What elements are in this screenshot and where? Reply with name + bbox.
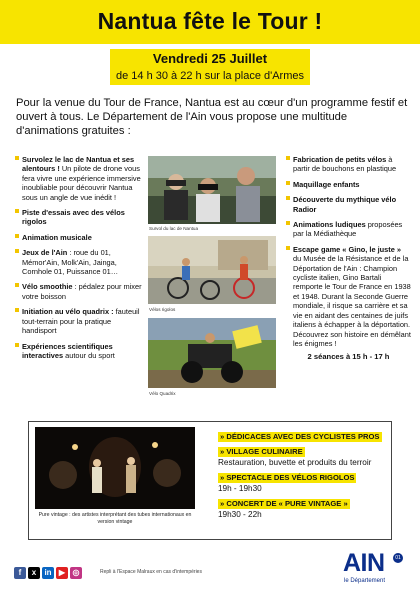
bullet-icon [15, 234, 19, 238]
item-title: Expériences scientifiques interactives [22, 341, 113, 360]
list-item [218, 472, 388, 494]
list-item [218, 498, 388, 520]
youtube-icon[interactable]: ▶ [56, 567, 68, 579]
escape-game-sessions: 2 séances à 15 h - 17 h [307, 352, 390, 362]
item-title: Animations ludiques [293, 220, 366, 230]
list-item [218, 446, 388, 468]
item-body: du Musée de la Résistance et de la Déportation de l'Ain : Champion cycliste italien, Gino Bartali remporte le Tour de France en 1938 et 1948. Durant la Seconde Guerre mondiale, il risque sa carrière et sa vie en aidant des centaines de juifs italiens à échapper à la déportation. Découvrez son histoire en démêlant les énigmes ! [293, 254, 411, 348]
list-item [15, 155, 143, 202]
bullet-icon [15, 283, 19, 287]
x-icon[interactable]: x [28, 567, 40, 579]
item-title: Maquillage enfants [293, 179, 360, 189]
bullet-icon [15, 343, 19, 347]
item-body: fauteuil tout-terrain pour la pratique handisport [22, 307, 140, 336]
event-detail: 19h30 - 22h [218, 510, 262, 519]
list-item [15, 248, 143, 276]
facebook-icon[interactable]: f [14, 567, 26, 579]
list-item [218, 431, 388, 442]
list-item [15, 208, 143, 227]
event-date: Vendredi 25 Juillet [110, 49, 310, 68]
bullet-icon [286, 196, 290, 200]
social-links [14, 567, 82, 579]
item-title: Initiation au vélo quadrix : [22, 307, 114, 317]
intro-text: Pour la venue du Tour de France, Nantua est au cœur d'un programme festif et ouvert à tous. Le Département de l'Ain vous propose une multitude d'animations gratuites : [16, 97, 408, 137]
event-label: » DÉDICACES AVEC DES CYCLISTES PROS [220, 432, 380, 441]
event-time-place: de 14 h 30 à 22 h sur la place d'Armes [110, 68, 310, 85]
list-item [15, 233, 143, 242]
bullet-icon [15, 209, 19, 213]
bikes-photo [148, 236, 276, 304]
item-title: Vélo smoothie [22, 282, 73, 292]
list-item [286, 155, 411, 174]
item-body: Un pilote de drone vous fera vivre une expérience immersive inoubliable pour découvrir Nantua sous un angle de vue inédit ! [22, 164, 141, 202]
evening-events-list [218, 431, 388, 524]
activities-right-list [286, 155, 411, 362]
quadrix-photo-caption: Vélo Quadrix [149, 391, 176, 396]
event-detail: 19h - 19h30 [218, 484, 262, 493]
item-title: Fabrication de petits vélos [293, 155, 387, 164]
item-title: Animation musicale [22, 232, 92, 242]
linkedin-icon[interactable]: in [42, 567, 54, 579]
item-title: Découverte du mythique vélo Radior [293, 195, 397, 214]
pure-vintage-caption: Pure vintage : des artistes interprétant des tubes internationaux en version vintage [38, 512, 192, 525]
list-item [286, 195, 411, 214]
item-title: Piste d'essais avec des vélos rigolos [22, 208, 125, 227]
page-title: Nantua fête le Tour ! [97, 8, 323, 34]
item-body: à partir de bouchons en plastique [293, 155, 397, 174]
item-body: proposées par la Médiathèque [293, 220, 403, 239]
event-label: » VILLAGE CULINAIRE [220, 447, 303, 456]
quadrix-photo [148, 318, 276, 388]
item-body: : pédalez pour mixer votre boisson [22, 282, 142, 301]
event-detail: Restauration, buvette et produits du terroir [218, 458, 372, 467]
item-body: : roue du 01, Mémor'Ain, Molk'Ain, Jainga, Cornhole 01, Puissance 01… [22, 248, 119, 277]
item-title: Escape game « Gino, le juste » [293, 244, 402, 254]
list-item [15, 307, 143, 335]
event-label: » SPECTACLE DES VÉLOS RIGOLOS [220, 473, 355, 482]
ain-department-logo [337, 549, 412, 589]
event-label: » CONCERT DE « PURE VINTAGE » [220, 499, 348, 508]
bullet-icon [286, 221, 290, 225]
item-title: Survolez le lac de Nantua et ses alentours ! [22, 155, 135, 174]
logo-wordmark: AIN [343, 549, 385, 577]
list-item [15, 342, 143, 361]
bullet-icon [286, 181, 290, 185]
drone-photo-caption: Survol du lac de Nantua [149, 226, 199, 231]
list-item [286, 220, 411, 239]
bullet-icon [286, 246, 290, 250]
list-item [15, 282, 143, 301]
bullet-icon [286, 156, 290, 160]
weather-fallback-note: Repli à l'Espace Malraux en cas d'intempéries [100, 569, 202, 575]
list-item [286, 180, 411, 189]
item-body: autour du sport [63, 350, 115, 360]
bullet-icon [15, 308, 19, 312]
bullet-icon [15, 156, 19, 160]
pure-vintage-photo [35, 427, 195, 509]
item-title: Jeux de l'Ain [22, 248, 68, 258]
drone-photo [148, 156, 276, 224]
logo-badge: 01 [393, 553, 403, 563]
logo-subtitle: le Département [344, 578, 386, 584]
bullet-icon [15, 249, 19, 253]
bikes-photo-caption: Vélos rigolos [149, 307, 176, 312]
list-item [286, 245, 411, 348]
instagram-icon[interactable]: ◎ [70, 567, 82, 579]
activities-left-list [15, 155, 143, 366]
